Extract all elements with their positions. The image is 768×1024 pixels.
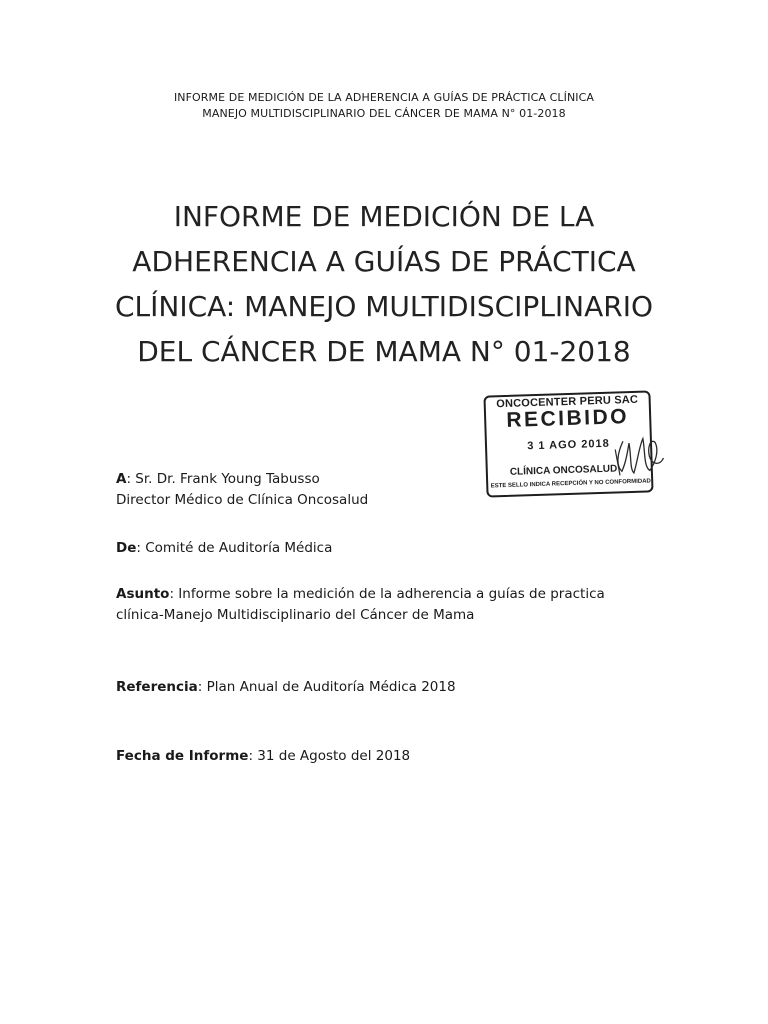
page-header (0, 90, 768, 122)
title-line-1: INFORME DE MEDICIÓN DE LA (173, 200, 595, 233)
title-line-4: DEL CÁNCER DE MAMA N° 01-2018 (137, 335, 631, 368)
field-subject-sep: : (169, 586, 179, 602)
field-subject-label: Asunto (116, 586, 170, 602)
stamp-date: 3 1 AGO 2018 (527, 437, 610, 453)
stamp-footnote: ESTE SELLO INDICA RECEPCIÓN Y NO CONFORMIDAD (490, 478, 651, 490)
stamp-status: RECIBIDO (506, 405, 630, 432)
field-subject-line-1: Informe sobre la medición de la adherencia a guías de practica (178, 586, 605, 602)
field-to-label: A (116, 471, 127, 487)
field-from (116, 538, 676, 559)
field-to-line-2: Director Médico de Clínica Oncosalud (116, 492, 369, 508)
header-line-1: INFORME DE MEDICIÓN DE LA ADHERENCIA A GUÍAS DE PRÁCTICA CLÍNICA (173, 91, 595, 104)
field-report-date-label: Fecha de Informe (116, 748, 249, 764)
stamp-company: ONCOCENTER PERU SAC (496, 393, 639, 411)
field-reference (116, 677, 676, 698)
field-report-date-sep: : (248, 748, 258, 764)
field-to-sep: : (126, 471, 136, 487)
field-to (116, 469, 676, 511)
field-from-sep: : (136, 540, 146, 556)
field-subject-line-2: clínica-Manejo Multidisciplinario del Cáncer de Mama (116, 607, 475, 623)
field-reference-value: Plan Anual de Auditoría Médica 2018 (206, 679, 456, 695)
field-subject (116, 584, 676, 626)
field-from-label: De (116, 540, 137, 556)
header-line-2: MANEJO MULTIDISCIPLINARIO DEL CÁNCER DE MAMA N° 01-2018 (202, 107, 566, 120)
title-line-3: CLÍNICA: MANEJO MULTIDISCIPLINARIO (114, 290, 654, 323)
field-reference-label: Referencia (116, 679, 198, 695)
title-line-2: ADHERENCIA A GUÍAS DE PRÁCTICA (132, 245, 636, 278)
field-reference-sep: : (197, 679, 207, 695)
stamp-clinic: CLÍNICA ONCOSALUD (509, 463, 618, 478)
document-title (0, 194, 768, 374)
field-from-value: Comité de Auditoría Médica (145, 540, 333, 556)
field-report-date (116, 746, 676, 767)
field-to-line-1: Sr. Dr. Frank Young Tabusso (135, 471, 320, 487)
field-report-date-value: 31 de Agosto del 2018 (257, 748, 411, 764)
